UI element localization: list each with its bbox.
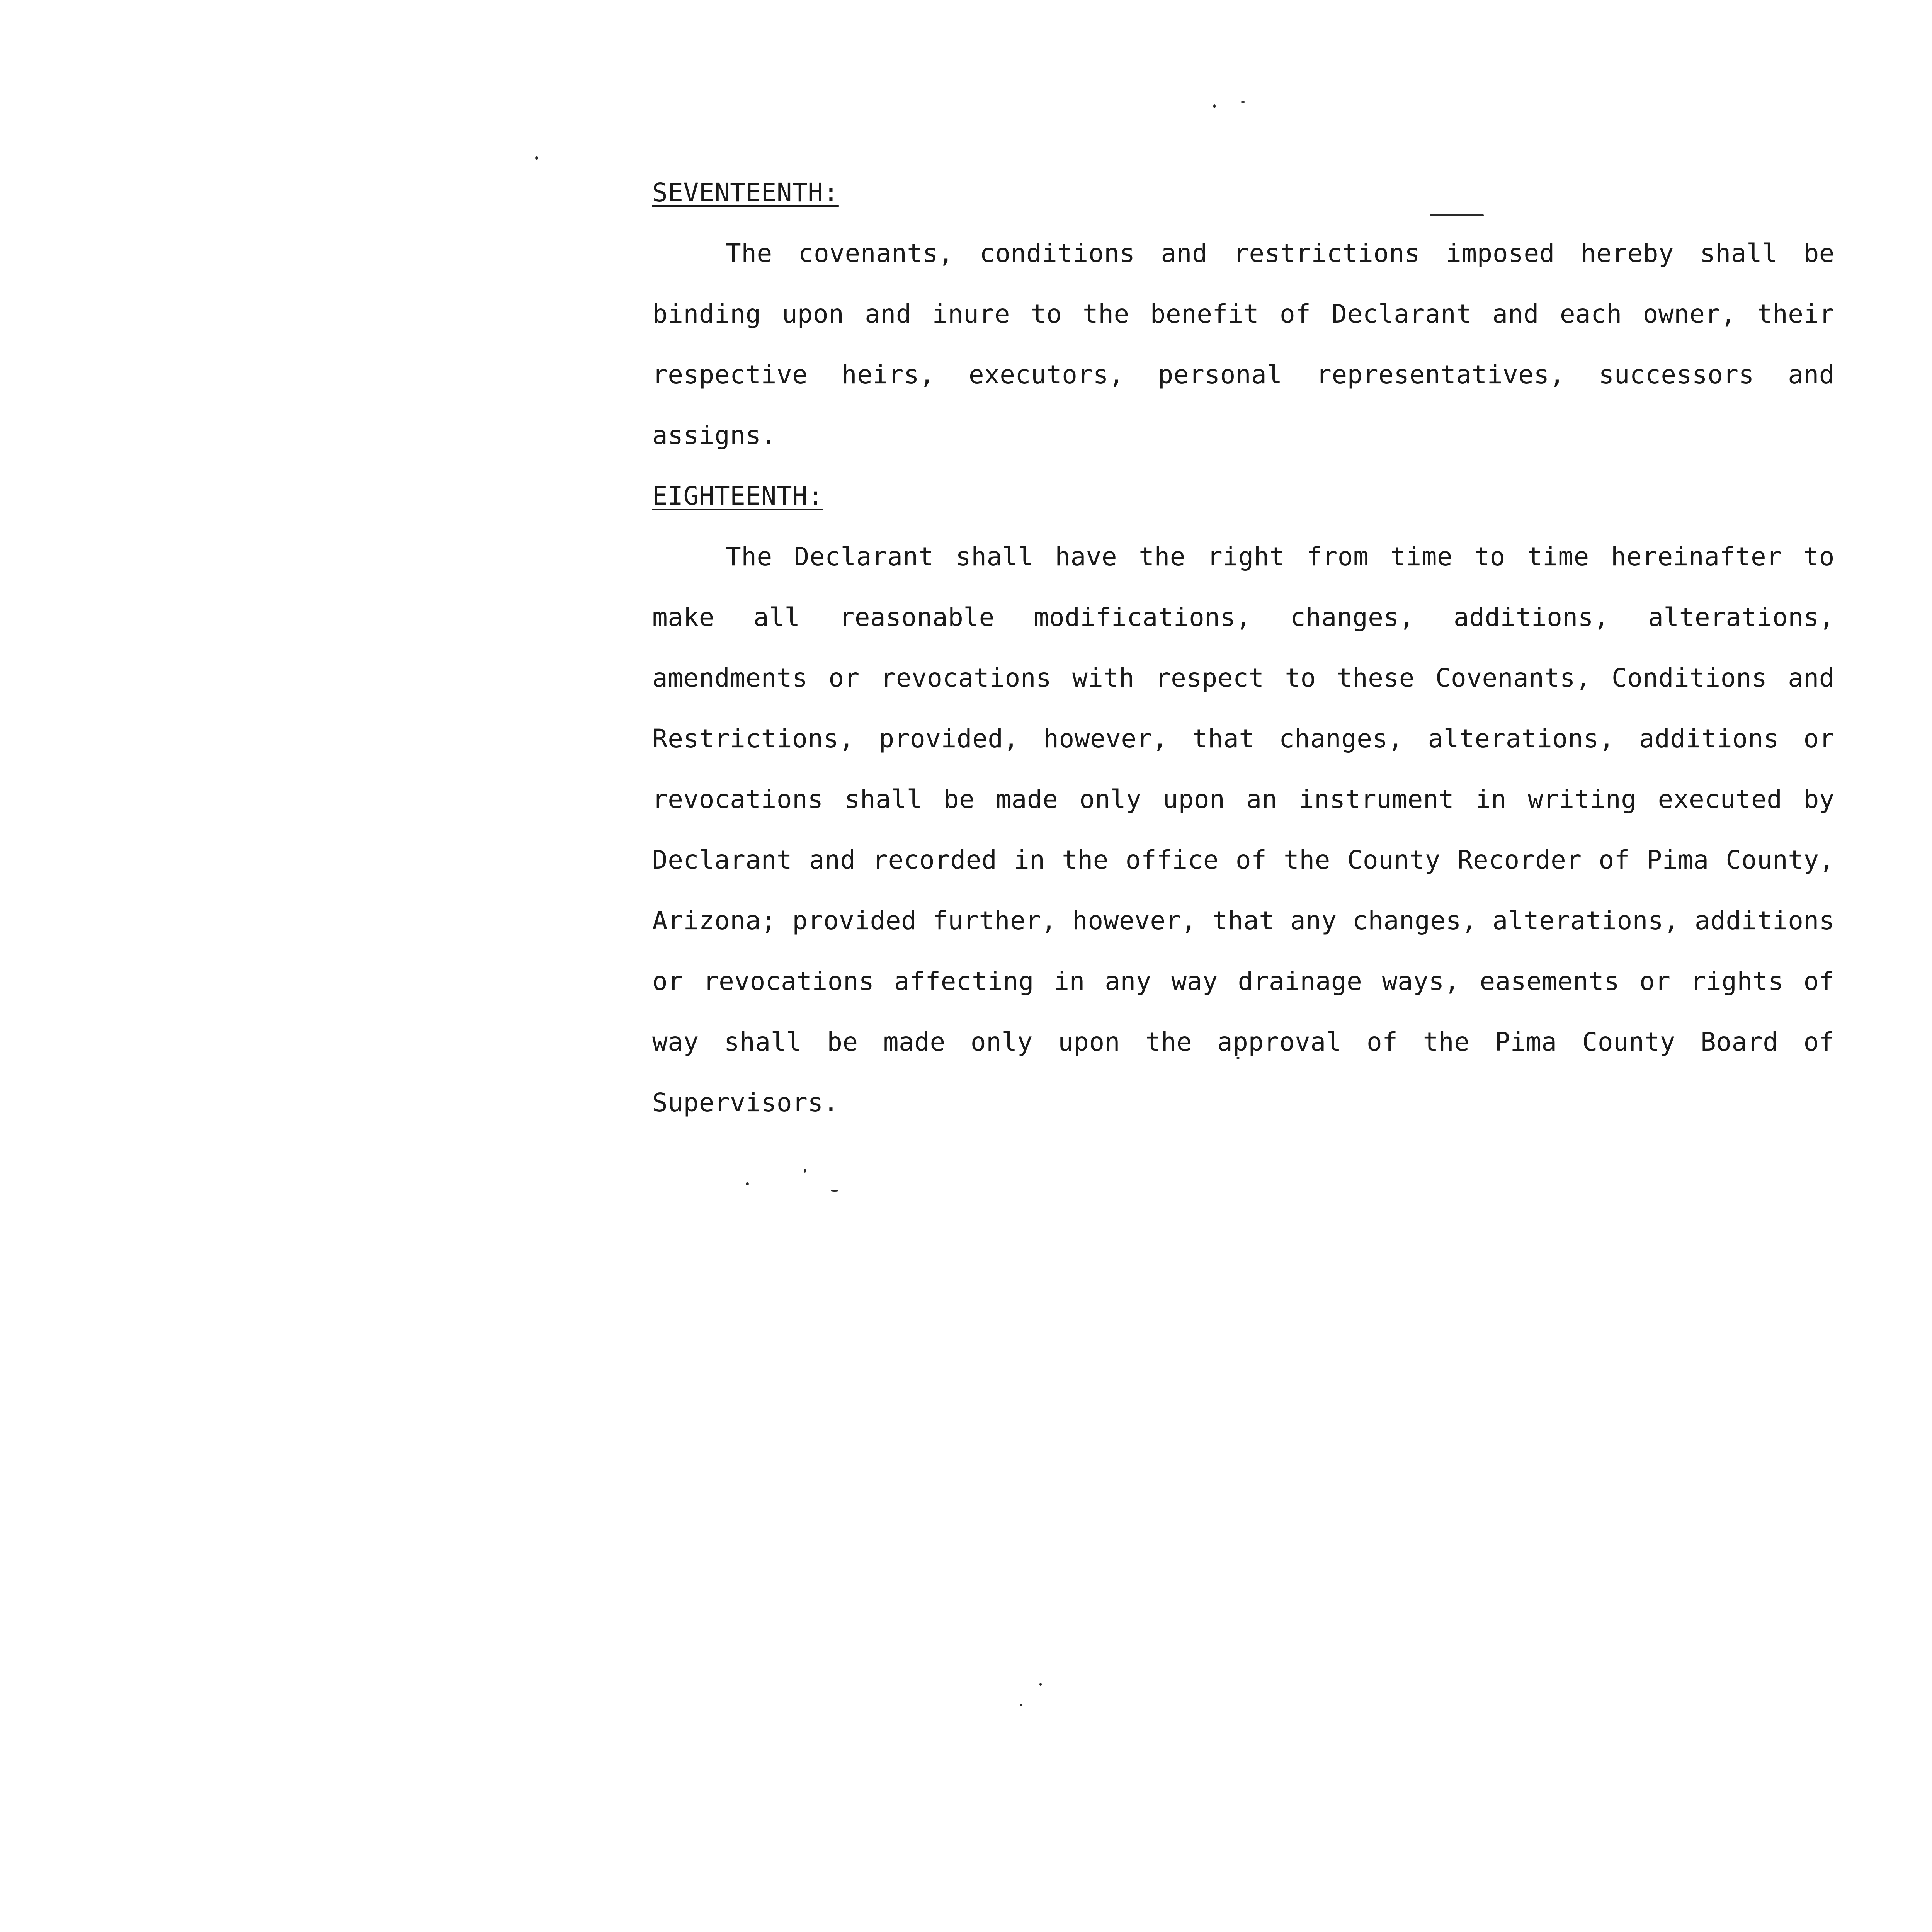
section-heading-seventeenth: SEVENTEENTH: [652, 178, 839, 207]
scan-speck [1020, 1704, 1022, 1706]
section-paragraph-seventeenth: The covenants, conditions and restrictions imposed hereby shall be binding upon and inure to the benefit of Declarant and each owner, their respective heirs, executors, personal representatives, successors and assigns. [652, 238, 1835, 450]
scan-speck [831, 1190, 838, 1192]
section-heading-eighteenth: EIGHTEENTH: [652, 481, 823, 511]
scan-speck [1430, 214, 1484, 216]
scan-speck [535, 156, 538, 160]
scan-speck [1213, 104, 1216, 108]
scan-speck [804, 1169, 806, 1173]
scan-speck [1039, 1683, 1042, 1686]
scan-speck [746, 1182, 749, 1185]
scan-speck [1236, 1057, 1240, 1059]
section-paragraph-eighteenth: The Declarant shall have the right from time to time hereinafter to make all reasonable modifications, changes, additions, alterations, amendments or revocations with respect to these Covenants, Conditions and Restrictions, provided, however, that changes, alterations, additions or revocations shall be made only upon an instrument in writing executed by Declarant and recorded in the office of the County Recorder of Pima County, Arizona; provided further, however, that any changes, alterations, additions or revocations affecting in any way drainage ways, easements or rights of way shall be made only upon the approval of the Pima County Board of Supervisors. [652, 542, 1835, 1117]
scan-speck [1240, 101, 1246, 103]
document-body [652, 162, 1835, 1133]
